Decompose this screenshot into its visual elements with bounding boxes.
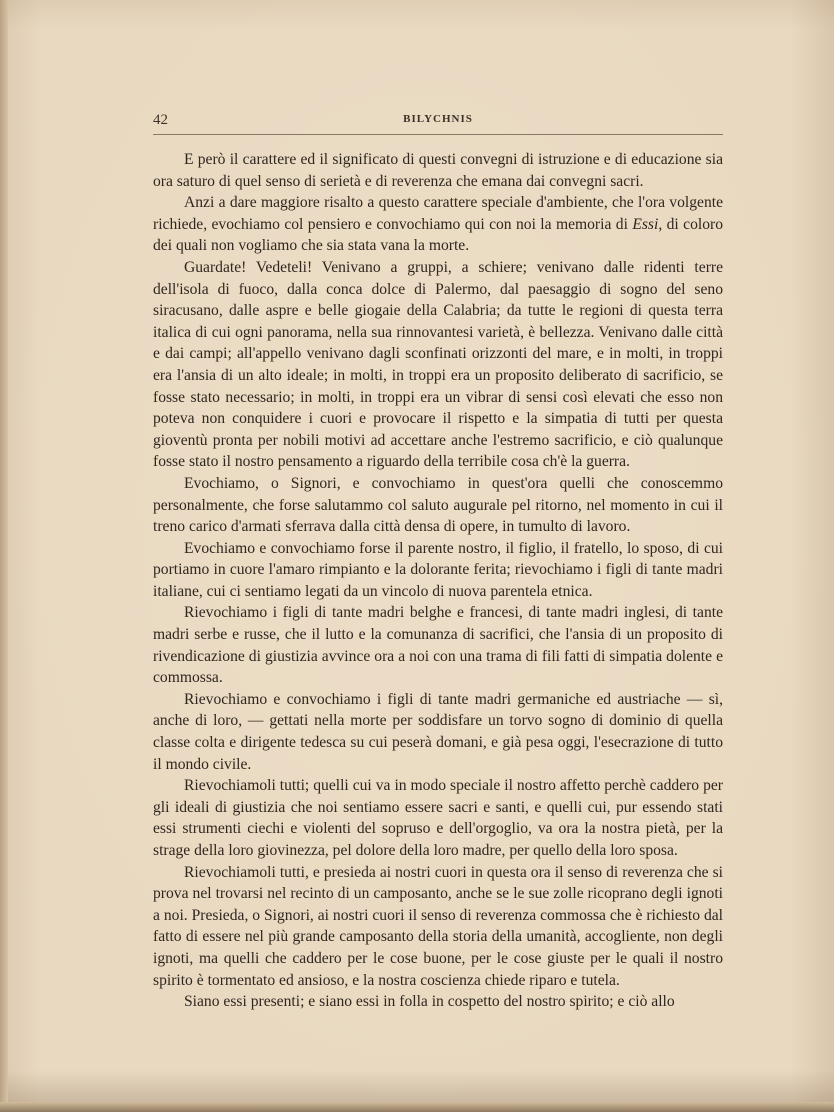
paragraph-text-tail: , di coloro dei quali non vogliamo che sia stata vana la morte. xyxy=(153,215,723,255)
paragraph: Rievochiamoli tutti, e presieda ai nostri cuori in questa ora il senso di reverenza che si prova nel trovarsi nel recinto di un camposanto, anche se le sue zolle ricoprano degli ignoti a noi. Presieda, o Signori, ai nostri cuori il senso di reverenza commossa che è richiesto dal fatto di essere nel più grande camposanto della storia della umanità, accogliente, non degli ignoti, ma quelli che caddero per le cose buone, per le cose giuste per le quali il nostro spirito è tormentato ed ansioso, e la nostra coscienza chiede riparo e tutela. xyxy=(153,863,723,989)
paragraph: Guardate! Vedeteli! Venivano a gruppi, a schiere; venivano dalle ridenti terre dell'isola di fuoco, dalla conca dolce di Palermo, dal paesaggio di sogno del seno siracusano, dalle aspre e belle giogaie della Calabria; da tutte le regioni di questa terra italica di cui ogni panorama, nella sua rinnovantesi varietà, è bellezza. Venivano dalle città e dai campi; all'appello venivano dagli sconfinati orizzonti del mare, e in molti, in troppi era l'ansia di un alto ideale; in molti, in troppi era un proposito deliberato di sacrificio, se fosse stato necessario; in molti, in troppi era un vibrar di sensi così elevati che esso non poteva non conquidere i cuori e provocare il rispetto e la simpatia di tutti per questa gioventù pronta per nobili motivi ad accettare anche l'estremo sacrificio, e ciò qualunque fosse stato il nostro pensamento a riguardo della terribile cosa ch'è la guerra. xyxy=(153,258,723,471)
paragraph: Rievochiamo i figli di tante madri belghe e francesi, di tante madri inglesi, di tante madri serbe e russe, che il lutto e la comunanza di sacrifici, che l'ansia di un proposito di rivendicazione di giustizia avvince ora a noi con una trama di fili fatti di simpatia dolente e commossa. xyxy=(153,604,723,687)
paragraph xyxy=(153,192,723,257)
running-title: BILYCHNIS xyxy=(403,113,473,125)
italic-term: Essi xyxy=(632,215,659,233)
paragraph: E però il carattere ed il significato di questi convegni di istruzione e di educazione sia ora saturo di quel senso di serietà e di reverenza che emana dai convegni sacri. xyxy=(153,151,723,190)
page-number: 42 xyxy=(153,112,168,128)
page-bottom-edge xyxy=(0,1102,834,1112)
paragraph: Rievochiamoli tutti; quelli cui va in modo speciale il nostro affetto perchè caddero per gli ideali di giustizia che noi sentiamo essere sacri e santi, e quelli cui, pur essendo stati essi strumenti ciechi e violenti del sopruso e dell'orgoglio, va ora la nostra pietà, per la strage della loro giovinezza, pel dolore della loro madre, per quello della loro sposa. xyxy=(153,777,723,859)
paragraph: Rievochiamo e convochiamo i figli di tante madri germaniche ed austriache — sì, anche di loro, — gettati nella morte per soddisfare un torvo sogno di dominio di quella classe colta e dirigente tedesca su cui peserà domani, e già pesa oggi, l'esecrazione di tutto il mondo civile. xyxy=(153,690,723,773)
paragraph-text: Anzi a dare maggiore risalto a questo carattere speciale d'ambiente, che l'ora volgente richiede, evochiamo col pensiero e convochiamo qui con noi la memoria di xyxy=(153,194,723,233)
paragraph: Evochiamo e convochiamo forse il parente nostro, il figlio, il fratello, lo sposo, di cui portiamo in cuore l'amaro rimpianto e la dolorante ferita; rievochiamo i figli di tante madri italiane, cui ci sentiamo legati da un vincolo di nuova parentela etnica. xyxy=(153,539,723,600)
body-text xyxy=(153,149,723,1013)
page-left-edge xyxy=(0,0,8,1112)
paragraph: Evochiamo, o Signori, e convochiamo in quest'ora quelli che conoscemmo personalmente, che forse salutammo col saluto augurale pel ritorno, nel momento in cui il treno carico d'armati sferrava dalla città densa di opere, in tumulto di lavoro. xyxy=(153,474,723,536)
page-header xyxy=(153,110,723,135)
paragraph: Siano essi presenti; e siano essi in folla in cospetto del nostro spirito; e ciò allo xyxy=(184,993,675,1011)
